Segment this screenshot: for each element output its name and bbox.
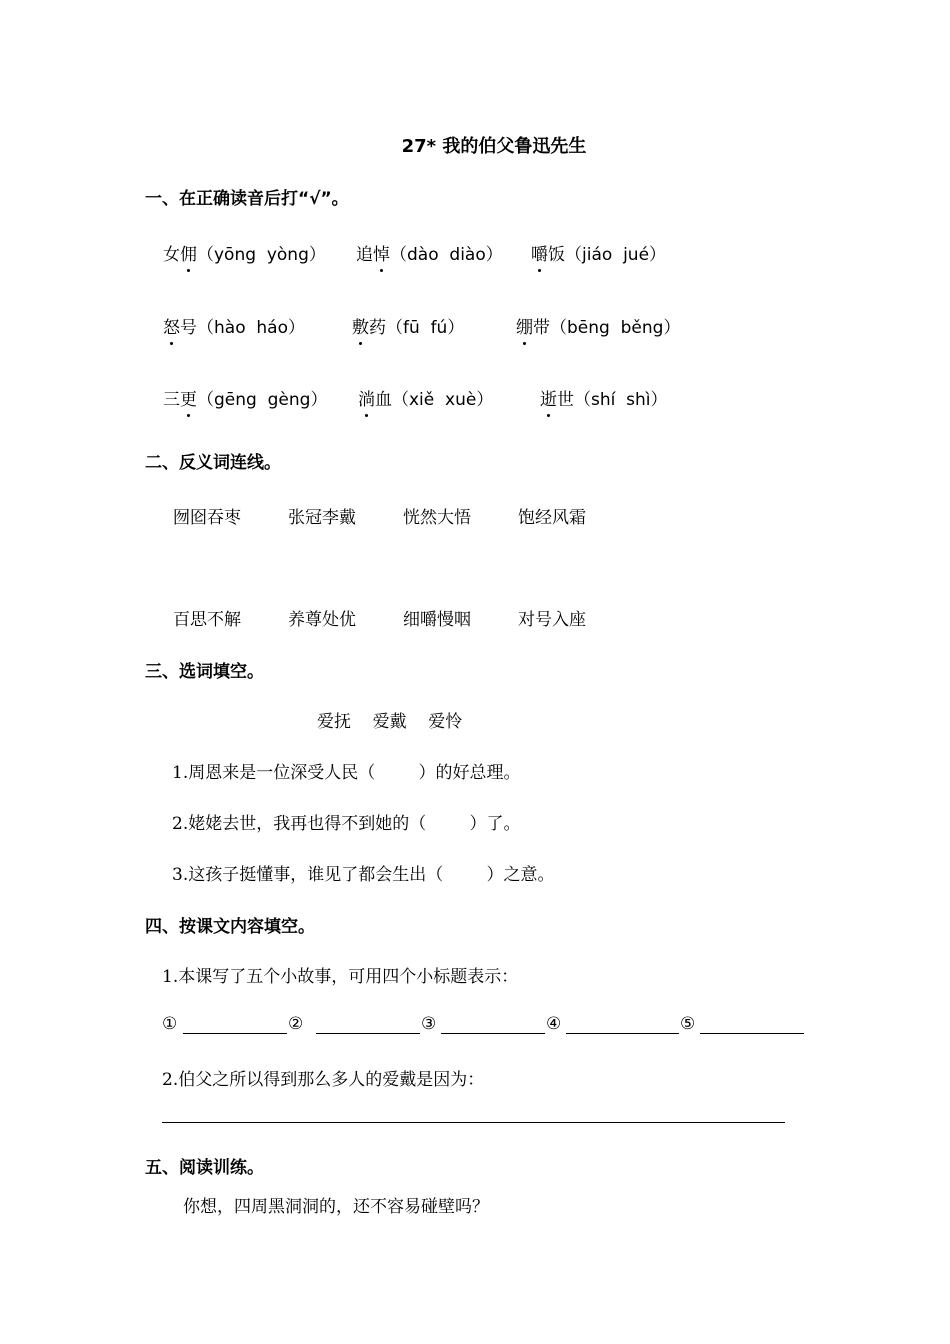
pinyin-choices[interactable]: （jiáo jué） <box>565 245 667 265</box>
answer-line[interactable] <box>162 1122 785 1123</box>
pinyin-item <box>163 240 326 265</box>
pinyin-item <box>358 385 493 410</box>
circle-4: ④ <box>546 1014 562 1034</box>
pinyin-item <box>352 313 464 338</box>
idiom-top-3: 恍然大悟 <box>403 508 471 528</box>
blank-line-4[interactable] <box>566 1033 679 1034</box>
pinyin-choices[interactable]: （hào háo） <box>197 318 305 338</box>
idiom-top-2: 张冠李戴 <box>288 508 356 528</box>
pinyin-item <box>516 313 680 338</box>
dotted-character: 淌 <box>358 390 375 410</box>
dotted-character: 绷 <box>516 318 533 338</box>
dotted-character: 怒 <box>163 318 180 338</box>
question-1: 1.本课写了五个小故事，可用四个小标题表示： <box>162 967 519 987</box>
word-options: 爱抚 爱戴 爱怜 <box>317 712 463 732</box>
idiom-top-1: 囫囵吞枣 <box>173 508 241 528</box>
idiom-bottom-4: 对号入座 <box>518 610 586 630</box>
section-1-heading: 一、在正确读音后打“√”。 <box>145 189 349 209</box>
pinyin-choices[interactable]: （fū fú） <box>386 318 465 338</box>
circle-3: ③ <box>421 1014 437 1034</box>
word-part: 饭 <box>548 245 565 265</box>
word-part: 追 <box>356 245 373 265</box>
blank-line-3[interactable] <box>441 1033 545 1034</box>
section-2-heading: 二、反义词连线。 <box>145 453 281 473</box>
page-title: 27* 我的伯父鲁迅先生 <box>401 136 587 157</box>
blank-line-5[interactable] <box>700 1033 804 1034</box>
section-5-heading: 五、阅读训练。 <box>145 1158 264 1178</box>
word-part: 带 <box>533 318 550 338</box>
fill-item-1: 1.周恩来是一位深受人民（ ）的好总理。 <box>172 763 521 783</box>
pinyin-choices[interactable]: （shí shì） <box>574 390 668 410</box>
blank-line-1[interactable] <box>183 1033 287 1034</box>
section-4-heading: 四、按课文内容填空。 <box>145 917 315 937</box>
idiom-bottom-2: 养尊处优 <box>288 610 356 630</box>
word-part: 女 <box>163 245 180 265</box>
question-2: 2.伯父之所以得到那么多人的爱戴是因为： <box>162 1070 485 1090</box>
blank-line-2[interactable] <box>316 1033 420 1034</box>
dotted-character: 嚼 <box>531 245 548 265</box>
circle-5: ⑤ <box>680 1014 696 1034</box>
reading-text: 你想，四周黑洞洞的，还不容易碰壁吗？ <box>183 1197 489 1217</box>
word-part: 世 <box>557 390 574 410</box>
pinyin-item <box>356 240 503 265</box>
dotted-character: 佣 <box>180 245 197 265</box>
idiom-bottom-3: 细嚼慢咽 <box>403 610 471 630</box>
pinyin-item <box>163 313 305 338</box>
pinyin-choices[interactable]: （bēng běng） <box>550 318 681 338</box>
word-part: 血 <box>375 390 392 410</box>
section-3-heading: 三、选词填空。 <box>145 662 264 682</box>
pinyin-item <box>163 385 327 410</box>
pinyin-choices[interactable]: （gēng gèng） <box>197 390 328 410</box>
pinyin-choices[interactable]: （dào diào） <box>390 245 503 265</box>
fill-item-3: 3.这孩子挺懂事，谁见了都会生出（ ）之意。 <box>172 865 555 885</box>
pinyin-item <box>531 240 666 265</box>
circle-2: ② <box>288 1014 304 1034</box>
idiom-top-4: 饱经风霜 <box>518 508 586 528</box>
dotted-character: 逝 <box>540 390 557 410</box>
word-part: 三 <box>163 390 180 410</box>
dotted-character: 敷 <box>352 318 369 338</box>
pinyin-choices[interactable]: （xiě xuè） <box>392 390 494 410</box>
dotted-character: 悼 <box>373 245 390 265</box>
dotted-character: 更 <box>180 390 197 410</box>
fill-item-2: 2.姥姥去世，我再也得不到她的（ ）了。 <box>172 814 521 834</box>
pinyin-item <box>540 385 668 410</box>
word-part: 药 <box>369 318 386 338</box>
idiom-bottom-1: 百思不解 <box>173 610 241 630</box>
word-part: 号 <box>180 318 197 338</box>
pinyin-choices[interactable]: （yōng yòng） <box>197 245 326 265</box>
circle-1: ① <box>162 1014 178 1034</box>
